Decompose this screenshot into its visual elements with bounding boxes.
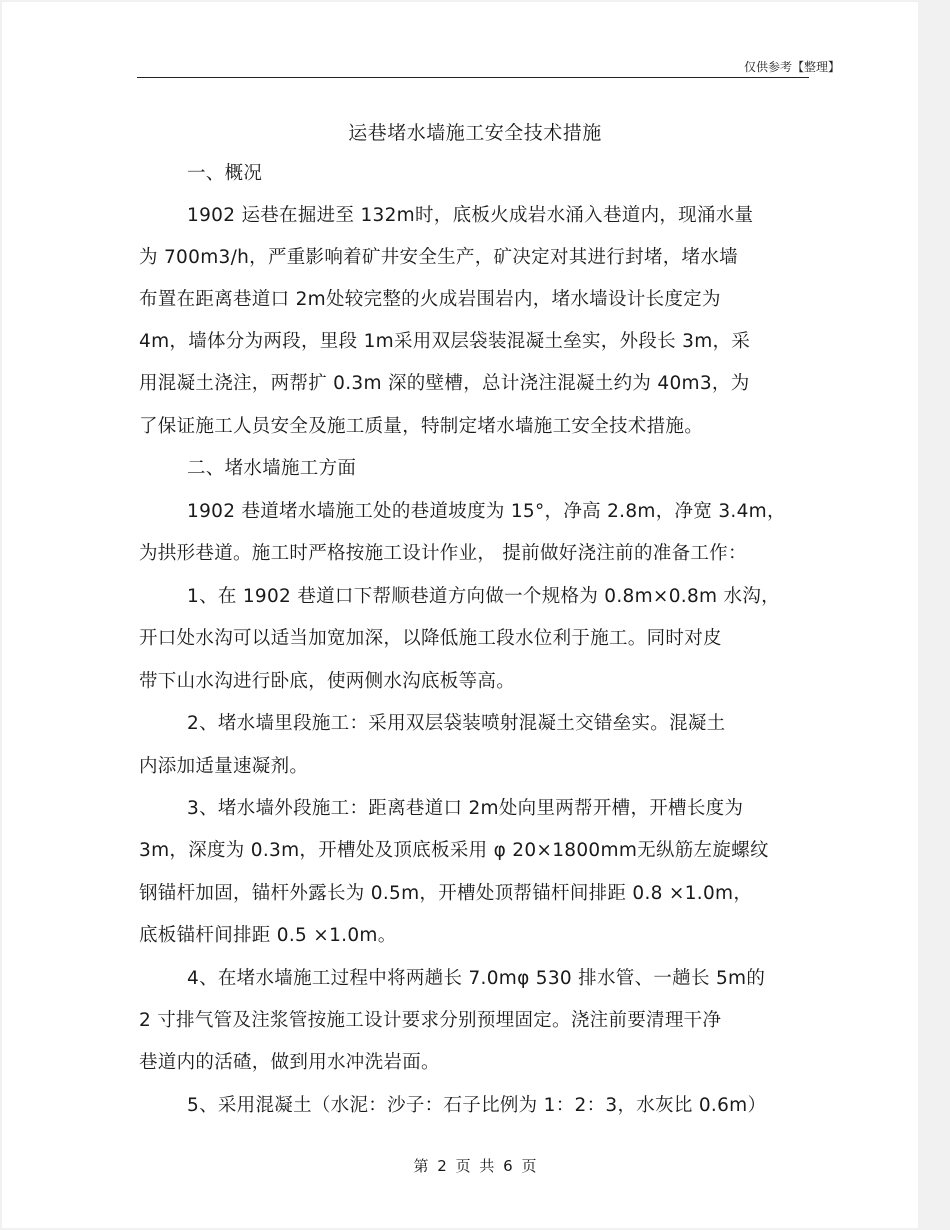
paragraph-line: 了保证施工人员安全及施工质量，特制定堵水墙施工安全技术措施。 bbox=[139, 416, 704, 437]
paragraph-line: 钢锚杆加固，锚杆外露长为 0.5m，开槽处顶帮锚杆间排距 0.8 ×1.0m， bbox=[139, 883, 753, 904]
section-heading-construction: 二、堵水墙施工方面 bbox=[187, 458, 357, 479]
paragraph-line: 1902 运巷在掘进至 132m时，底板火成岩水涌入巷道内，现涌水量 bbox=[187, 205, 754, 226]
paragraph-line: 5、采用混凝土（水泥：沙子：石子比例为 1：2：3，水灰比 0.6m） bbox=[187, 1095, 767, 1116]
paragraph-line: 布置在距离巷道口 2m处较完整的火成岩围岩内，堵水墙设计长度定为 bbox=[139, 289, 721, 310]
paragraph-line: 3m，深度为 0.3m，开槽处及顶底板采用 φ 20×1800mm无纵筋左旋螺纹 bbox=[139, 840, 769, 861]
page-number: 第 2 页 共 6 页 bbox=[413, 1157, 537, 1175]
paragraph-line: 1902 巷道堵水墙施工处的巷道坡度为 15°，净高 2.8m，净宽 3.4m， bbox=[187, 501, 786, 522]
paragraph-line: 2 寸排气管及注浆管按施工设计要求分别预埋固定。浇注前要清理干净 bbox=[139, 1010, 722, 1031]
section-heading-overview: 一、概况 bbox=[187, 163, 263, 184]
paragraph-line: 巷道内的活碴，做到用水冲洗岩面。 bbox=[139, 1052, 440, 1073]
paragraph-line: 底板锚杆间排距 0.5 ×1.0m。 bbox=[139, 925, 397, 946]
header-note: 仅供参考【整理】 bbox=[743, 60, 840, 74]
paragraph-line: 带下山水沟进行卧底，使两侧水沟底板等高。 bbox=[139, 671, 516, 692]
paragraph-line: 用混凝土浇注，两帮扩 0.3m 深的壁槽，总计浇注混凝土约为 40m3，为 bbox=[139, 373, 750, 394]
paragraph-line: 为拱形巷道。施工时严格按施工设计作业， 提前做好浇注前的准备工作： bbox=[139, 543, 747, 564]
document-title: 运巷堵水墙施工安全技术措施 bbox=[348, 122, 602, 144]
paragraph-line: 4、在堵水墙施工过程中将两趟长 7.0mφ 530 排水管、一趟长 5m的 bbox=[187, 968, 766, 989]
paragraph-line: 内添加适量速凝剂。 bbox=[139, 756, 309, 777]
paragraph-line: 1、在 1902 巷道口下帮顺巷道方向做一个规格为 0.8m×0.8m 水沟， bbox=[187, 586, 780, 607]
paragraph-line: 3、堵水墙外段施工：距离巷道口 2m处向里两帮开槽，开槽长度为 bbox=[187, 798, 744, 819]
paragraph-line: 2、堵水墙里段施工：采用双层袋装喷射混凝土交错垒实。混凝土 bbox=[187, 713, 726, 734]
paragraph-line: 4m，墙体分为两段，里段 1m采用双层袋装混凝土垒实，外段长 3m，采 bbox=[139, 331, 751, 352]
header-divider bbox=[137, 77, 809, 78]
paragraph-line: 为 700m3/h，严重影响着矿井安全生产，矿决定对其进行封堵，堵水墙 bbox=[139, 247, 738, 268]
paragraph-line: 开口处水沟可以适当加宽加深，以降低施工段水位利于施工。同时对皮 bbox=[139, 628, 722, 649]
document-page bbox=[2, 2, 918, 1228]
